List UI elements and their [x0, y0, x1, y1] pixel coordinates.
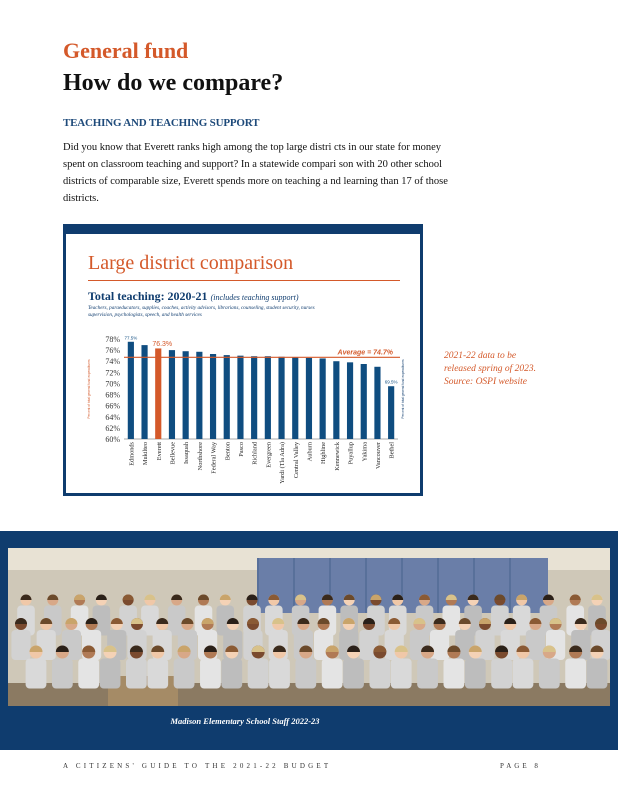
chart-subtitle-note: (includes teaching support) — [210, 293, 299, 302]
staff-group-photo-image — [8, 548, 610, 706]
intro-paragraph — [63, 139, 518, 207]
x-tick-label: Highline — [320, 442, 328, 465]
right-axis-label: Percent of total general fund expenditures — [401, 359, 405, 419]
y-tick-label: 72% — [105, 368, 120, 378]
y-tick-label: 76% — [105, 346, 120, 356]
photo-person-shirt — [391, 659, 412, 689]
chart-bar — [196, 352, 202, 439]
footer-guide-title: A CITIZENS' GUIDE TO THE 2021-22 BUDGET — [63, 762, 332, 770]
y-tick-label: 64% — [105, 412, 120, 422]
chart-bar — [251, 356, 257, 439]
chart-bar — [169, 350, 175, 439]
photo-person-shirt — [174, 659, 195, 689]
chart-bar — [237, 356, 243, 439]
paragraph-line: districts of comparable size, Everett spends more on teaching a nd learning than 17 of those — [63, 176, 448, 187]
footer-page-number: PAGE 8 — [500, 762, 541, 770]
chart-bar — [155, 348, 161, 439]
photo-person-shirt — [295, 659, 316, 689]
photo-person-shirt — [491, 659, 512, 689]
chart-bar — [278, 357, 284, 439]
y-tick-label: 66% — [105, 401, 120, 411]
photo-person-shirt — [444, 659, 465, 689]
section-label: TEACHING AND TEACHING SUPPORT — [63, 117, 260, 129]
side-note-line: 2021-22 data to be — [444, 351, 517, 361]
photo-person-shirt — [147, 659, 168, 689]
y-tick-label: 62% — [105, 423, 120, 433]
x-tick-label: Vancouver — [374, 442, 382, 469]
photo-person-shirt — [526, 630, 545, 660]
photo-person-shirt — [126, 659, 147, 689]
photo-person-shirt — [322, 659, 343, 689]
x-tick-label: Richland — [251, 442, 259, 465]
x-tick-label: Mukilteo — [142, 442, 150, 466]
side-note-line: Source: OSPI website — [444, 377, 528, 387]
x-tick-label: Yakima — [361, 442, 369, 462]
data-label: 69.5% — [384, 379, 398, 385]
photo-person-shirt — [248, 659, 269, 689]
x-tick-label: Issaquah — [183, 442, 191, 465]
average-label: Average = 74.7% — [337, 349, 393, 357]
photo-person-shirt — [417, 659, 438, 689]
chart-panel-title: Large district comparison — [88, 252, 294, 274]
photo-person-shirt — [100, 659, 121, 689]
section-kicker: General fund — [63, 38, 189, 63]
staff-group-photo — [8, 548, 610, 706]
data-label: 77.5% — [124, 335, 138, 341]
chart-panel — [63, 224, 423, 496]
y-tick-label: 74% — [105, 357, 120, 367]
chart-bar — [210, 354, 216, 439]
left-axis-label: Percent of total general fund expenditures — [87, 359, 91, 419]
x-tick-label: Pasco — [237, 442, 245, 457]
photo-person-shirt — [465, 659, 486, 689]
chart-subtitle-main: Total teaching: 2020-21 — [88, 289, 208, 303]
photo-person-shirt — [539, 659, 560, 689]
x-tick-label: Yardi (Tla Adra) — [279, 442, 287, 484]
paragraph-line: Did you know that Everett ranks high among the top large distri cts in our state for money — [63, 142, 442, 153]
chart-bar — [361, 364, 367, 439]
photo-person-shirt — [513, 659, 534, 689]
chart-bar — [292, 357, 298, 439]
chart-bar — [347, 362, 353, 439]
chart-bar — [224, 355, 230, 439]
side-note — [444, 350, 564, 389]
paragraph-line: districts. — [63, 193, 99, 204]
chart-bar — [320, 358, 326, 439]
photo-person-shirt — [26, 659, 47, 689]
photo-caption: Madison Elementary School Staff 2022-23 — [170, 716, 320, 726]
x-tick-label: Puyallup — [347, 442, 355, 465]
page-title: How do we compare? — [63, 70, 284, 96]
x-tick-label: Federal Way — [210, 442, 218, 474]
chart-bar — [183, 351, 189, 439]
x-tick-label: Everett — [155, 442, 163, 461]
photo-person-shirt — [343, 659, 364, 689]
paragraph-line: spent on classroom teaching and support? In a statewide compari son with 20 other school — [63, 159, 443, 170]
x-tick-label: Central Valley — [292, 442, 300, 479]
photo-person-shirt — [52, 659, 73, 689]
photo-person-shirt — [369, 659, 390, 689]
y-tick-label: 78% — [105, 335, 120, 344]
chart-bar — [388, 386, 394, 439]
chart-caption: Teachers, paraeducators, supplies, coaches, activity advisors, librarians, counseling, student security, nurses supervision, psychologists, speech, and health services — [88, 305, 315, 318]
chart-bar — [306, 358, 312, 439]
x-tick-label: Evergreen — [265, 442, 273, 468]
photo-person-shirt — [200, 659, 221, 689]
x-tick-label: Benton — [224, 442, 232, 461]
chart-bar — [333, 361, 339, 439]
y-tick-label: 68% — [105, 390, 120, 400]
bar-chart — [66, 234, 420, 493]
chart-bar — [141, 345, 147, 439]
x-tick-label: Northshore — [196, 442, 204, 471]
y-tick-label: 70% — [105, 379, 120, 389]
side-note-line: released spring of 2023. — [444, 364, 537, 374]
x-tick-label: Edmonds — [128, 442, 136, 466]
data-label: 76.3% — [152, 340, 173, 348]
y-tick-label: 60% — [105, 435, 120, 444]
photo-person-shirt — [565, 659, 586, 689]
photo-person-shirt — [587, 659, 608, 689]
x-tick-label: Auburn — [306, 442, 314, 462]
chart-bar — [128, 342, 134, 439]
photo-person-shirt — [78, 659, 99, 689]
chart-bar — [265, 356, 271, 439]
photo-person-shirt — [11, 630, 30, 660]
x-tick-label: Kennewick — [333, 442, 341, 471]
x-tick-label: Bethel — [388, 442, 396, 459]
photo-person-shirt — [269, 659, 290, 689]
x-tick-label: Bellevue — [169, 442, 177, 465]
photo-person-shirt — [221, 659, 242, 689]
chart-bar — [374, 367, 380, 439]
